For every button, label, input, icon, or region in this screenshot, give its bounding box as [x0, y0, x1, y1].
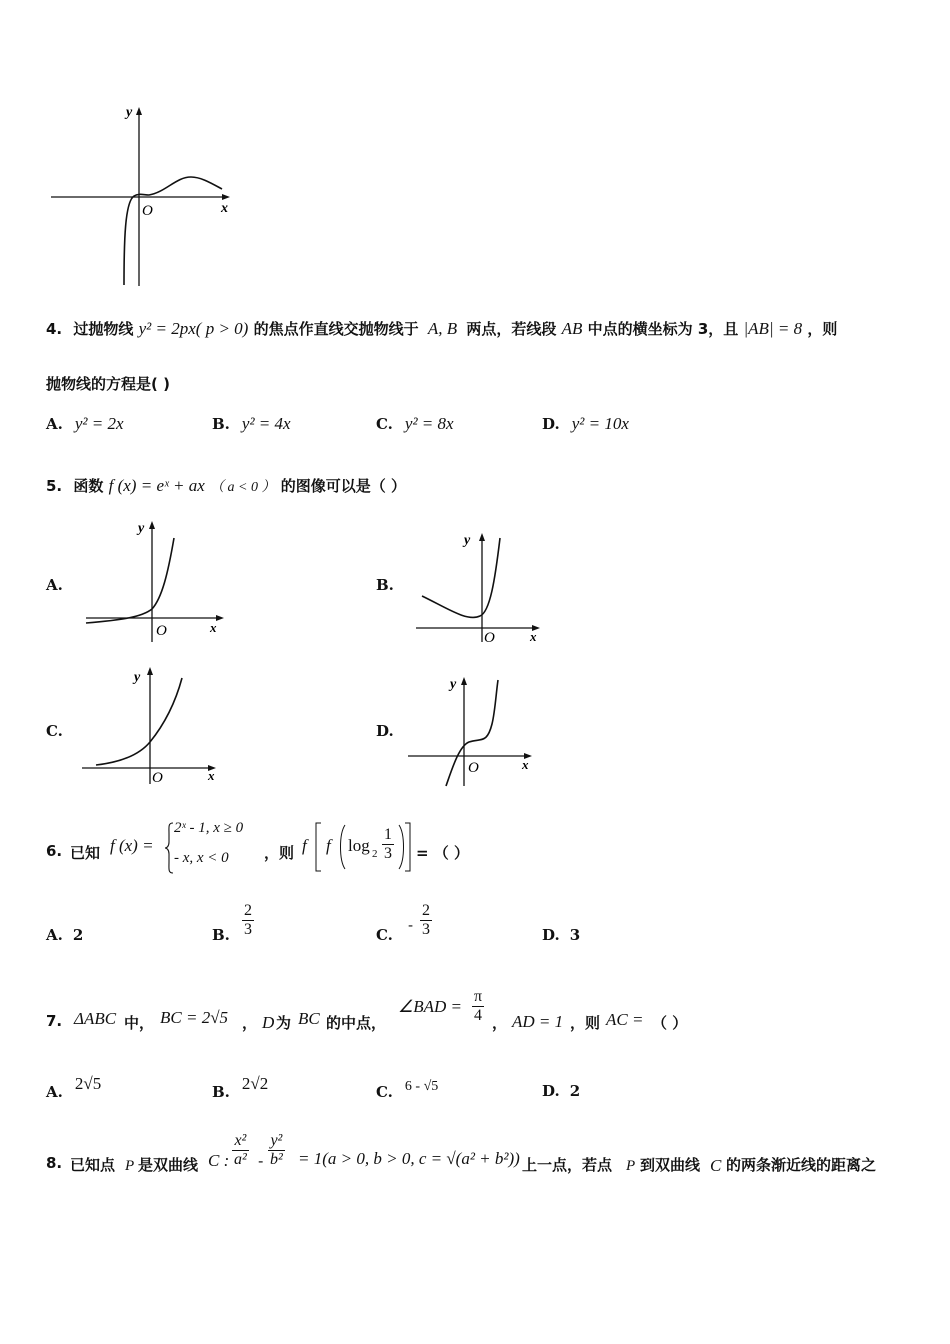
q7-bc-length: BC = 2√5: [160, 1008, 229, 1027]
y-axis-arrow: [461, 677, 467, 685]
x-axis-arrow: [222, 194, 230, 200]
q7-angle-num: π: [474, 988, 483, 1005]
origin-label: O: [484, 630, 495, 645]
q4-text5: ，则: [807, 320, 838, 338]
origin-label: O: [156, 623, 167, 639]
q4-option-a[interactable]: [46, 414, 124, 434]
q8-fraction-1: [232, 1132, 249, 1169]
q8-minus: -: [258, 1152, 264, 1170]
option-label: D.: [542, 415, 560, 433]
q7-angle-fraction: [472, 988, 484, 1025]
function-curve: [86, 538, 174, 623]
option-label: C.: [376, 926, 393, 944]
q6-text1: 已知: [70, 844, 101, 862]
option-fraction: [242, 902, 254, 939]
q6-inner-f: f: [326, 836, 331, 855]
q4-segment: AB: [561, 319, 583, 338]
x-axis-label: x: [522, 757, 529, 772]
q4-text1: 过抛物线: [73, 320, 134, 338]
q8-text4: 到双曲线: [640, 1156, 701, 1174]
q5-option-c-label[interactable]: C.: [46, 722, 63, 740]
origin-label: O: [142, 203, 153, 219]
option-label: B.: [212, 415, 230, 433]
origin-label: O: [152, 770, 163, 786]
q7-text4: 的中点，: [326, 1014, 387, 1032]
q4-text3: 两点，若线段: [466, 320, 557, 338]
q4-number: 4.: [46, 320, 63, 338]
q5-option-c-graph[interactable]: [78, 664, 228, 789]
option-label: A.: [46, 926, 63, 944]
q4-option-c[interactable]: [376, 414, 454, 434]
q7-ac: AC =: [606, 1010, 644, 1029]
q7-ad: AD = 1: [512, 1012, 564, 1031]
option-value: 2√5: [74, 1074, 102, 1093]
y-axis-arrow: [149, 521, 155, 529]
option-value: y² = 8x: [404, 414, 454, 433]
y-axis-label: y: [138, 521, 145, 536]
q6-log-den: 3: [384, 845, 392, 862]
x-axis-arrow: [216, 615, 224, 621]
q7-text6: ，则: [570, 1014, 601, 1032]
question-4-line2: 抛物线的方程是( ): [46, 375, 170, 393]
q7-option-d[interactable]: [542, 1082, 580, 1100]
q7-triangle: ΔABC: [74, 1009, 117, 1028]
q6-log-fraction: [382, 826, 394, 863]
option-label: B.: [212, 926, 230, 944]
q5-function: f (x) = eˣ + ax: [108, 476, 205, 495]
y-axis-arrow: [479, 533, 485, 541]
q5-option-d-label[interactable]: D.: [376, 722, 394, 740]
q7-bc: BC: [298, 1009, 320, 1028]
q6-text2: ，则: [264, 844, 295, 862]
x-axis-label: x: [221, 201, 228, 216]
q6-option-d[interactable]: [542, 926, 580, 944]
q7-text2: ，: [242, 1014, 258, 1032]
q6-case2: - x, x < 0: [174, 850, 229, 866]
q7-number: 7.: [46, 1012, 63, 1030]
q7-option-a[interactable]: [46, 1074, 102, 1101]
q6-brace-icon: [164, 822, 174, 874]
q4-points: A, B: [427, 319, 458, 338]
q8-f1-num: x²: [232, 1132, 249, 1151]
q6-text3: = （ ）: [416, 844, 470, 862]
q6-number: 6.: [46, 842, 63, 860]
question-7: [46, 988, 906, 1034]
option-sign: -: [408, 916, 414, 934]
q8-f2-den: b²: [270, 1151, 283, 1168]
q7-text3: 为: [276, 1014, 292, 1032]
option-value: 3: [569, 926, 581, 944]
origin-label: O: [468, 760, 479, 776]
q8-condition: = 1(a > 0, b > 0, c = √(a² + b²)): [298, 1149, 520, 1168]
q6-log-num: 1: [384, 826, 392, 843]
x-axis-label: x: [210, 620, 217, 635]
option-value: 2√2: [241, 1074, 269, 1093]
y-axis-arrow: [147, 667, 153, 675]
q4-option-b[interactable]: [212, 414, 291, 434]
option-value: 6 - √5: [404, 1079, 439, 1094]
q7-text1: 中，: [124, 1014, 155, 1032]
q5-option-a-label[interactable]: A.: [46, 576, 63, 594]
q8-curve-c: C: [710, 1156, 722, 1175]
q4-length: |AB| = 8: [743, 319, 803, 338]
fraction-denominator: 3: [244, 921, 252, 938]
option-value: y² = 2x: [74, 414, 124, 433]
option-value: y² = 10x: [571, 414, 629, 433]
option-label: A.: [46, 1083, 63, 1101]
q6-left-bracket-icon: [314, 822, 322, 872]
q6-function-name: f (x) =: [110, 836, 154, 855]
x-axis-label: x: [208, 768, 215, 783]
q5-option-d-graph[interactable]: [404, 674, 544, 790]
q4-text2: 的焦点作直线交抛物线于: [253, 320, 419, 338]
q7-angle-den: 4: [474, 1007, 483, 1024]
y-axis-label: y: [450, 677, 457, 692]
y-axis-arrow: [136, 107, 142, 115]
q5-number: 5.: [46, 477, 63, 495]
q8-f1-den: a²: [234, 1151, 247, 1168]
q7-text7: （ ）: [652, 1014, 688, 1032]
q7-angle: ∠BAD =: [398, 997, 463, 1016]
question-8: [46, 1128, 926, 1180]
q6-left-paren-icon: [338, 824, 346, 870]
q8-text3: 上一点，若点: [522, 1156, 613, 1174]
fraction-numerator: 2: [244, 902, 252, 919]
q8-number: 8.: [46, 1154, 63, 1172]
option-value: y² = 4x: [241, 414, 291, 433]
q5-option-a-graph[interactable]: [82, 518, 232, 648]
option-label: A.: [46, 415, 63, 433]
q8-curve-name: C :: [208, 1151, 230, 1170]
option-label: B.: [212, 1083, 230, 1101]
q7-d: D: [262, 1013, 275, 1032]
q6-case1: 2ˣ - 1, x ≥ 0: [174, 820, 244, 836]
q6-outer-f: f: [302, 836, 307, 855]
q5-condition: （ a < 0 ）: [210, 480, 276, 495]
q7-option-b[interactable]: [212, 1074, 269, 1101]
option-label: D.: [542, 926, 560, 944]
question-4-line1: [46, 318, 837, 339]
q7-text5: ，: [492, 1014, 508, 1032]
option-label: C.: [376, 1083, 393, 1101]
y-axis-label: y: [126, 105, 133, 120]
q6-option-a[interactable]: [46, 926, 83, 944]
q5-text1: 函数: [73, 477, 104, 495]
q6-log-base: 2: [372, 848, 378, 860]
q8-fraction-2: [268, 1132, 285, 1169]
x-axis-label: x: [530, 629, 537, 644]
function-curve: [96, 678, 182, 765]
q8-text2: 是双曲线: [138, 1156, 199, 1174]
q4-text4: 中点的横坐标为 3，且: [587, 320, 739, 338]
q8-f2-num: y²: [268, 1132, 285, 1151]
function-curve: [422, 538, 500, 617]
option-value: 2: [569, 1082, 581, 1100]
q7-option-c[interactable]: [376, 1076, 439, 1101]
q5-option-b-label[interactable]: B.: [376, 576, 394, 594]
option-value: 2: [72, 926, 84, 944]
q6-right-bracket-icon: [404, 822, 412, 872]
option-label: C.: [376, 415, 393, 433]
q4-parabola: y² = 2px( p > 0): [138, 319, 249, 338]
q4-option-d[interactable]: [542, 414, 629, 434]
question-5: [46, 475, 406, 496]
y-axis-label: y: [134, 670, 141, 685]
q8-text5: 的两条渐近线的距离之: [726, 1156, 877, 1174]
fraction-numerator: 2: [422, 902, 430, 919]
q8-text1: 已知点: [70, 1156, 116, 1174]
fraction-denominator: 3: [422, 921, 430, 938]
q5-option-b-graph[interactable]: [412, 530, 552, 645]
q8-point-p2: P: [626, 1158, 636, 1174]
option-fraction: [420, 902, 432, 939]
q8-point-p: P: [125, 1158, 135, 1174]
option-label: D.: [542, 1082, 560, 1100]
y-axis-label: y: [464, 533, 471, 548]
top-function-graph: [46, 100, 246, 290]
q5-text2: 的图像可以是（ ）: [280, 477, 406, 495]
q6-log: log: [348, 836, 370, 855]
